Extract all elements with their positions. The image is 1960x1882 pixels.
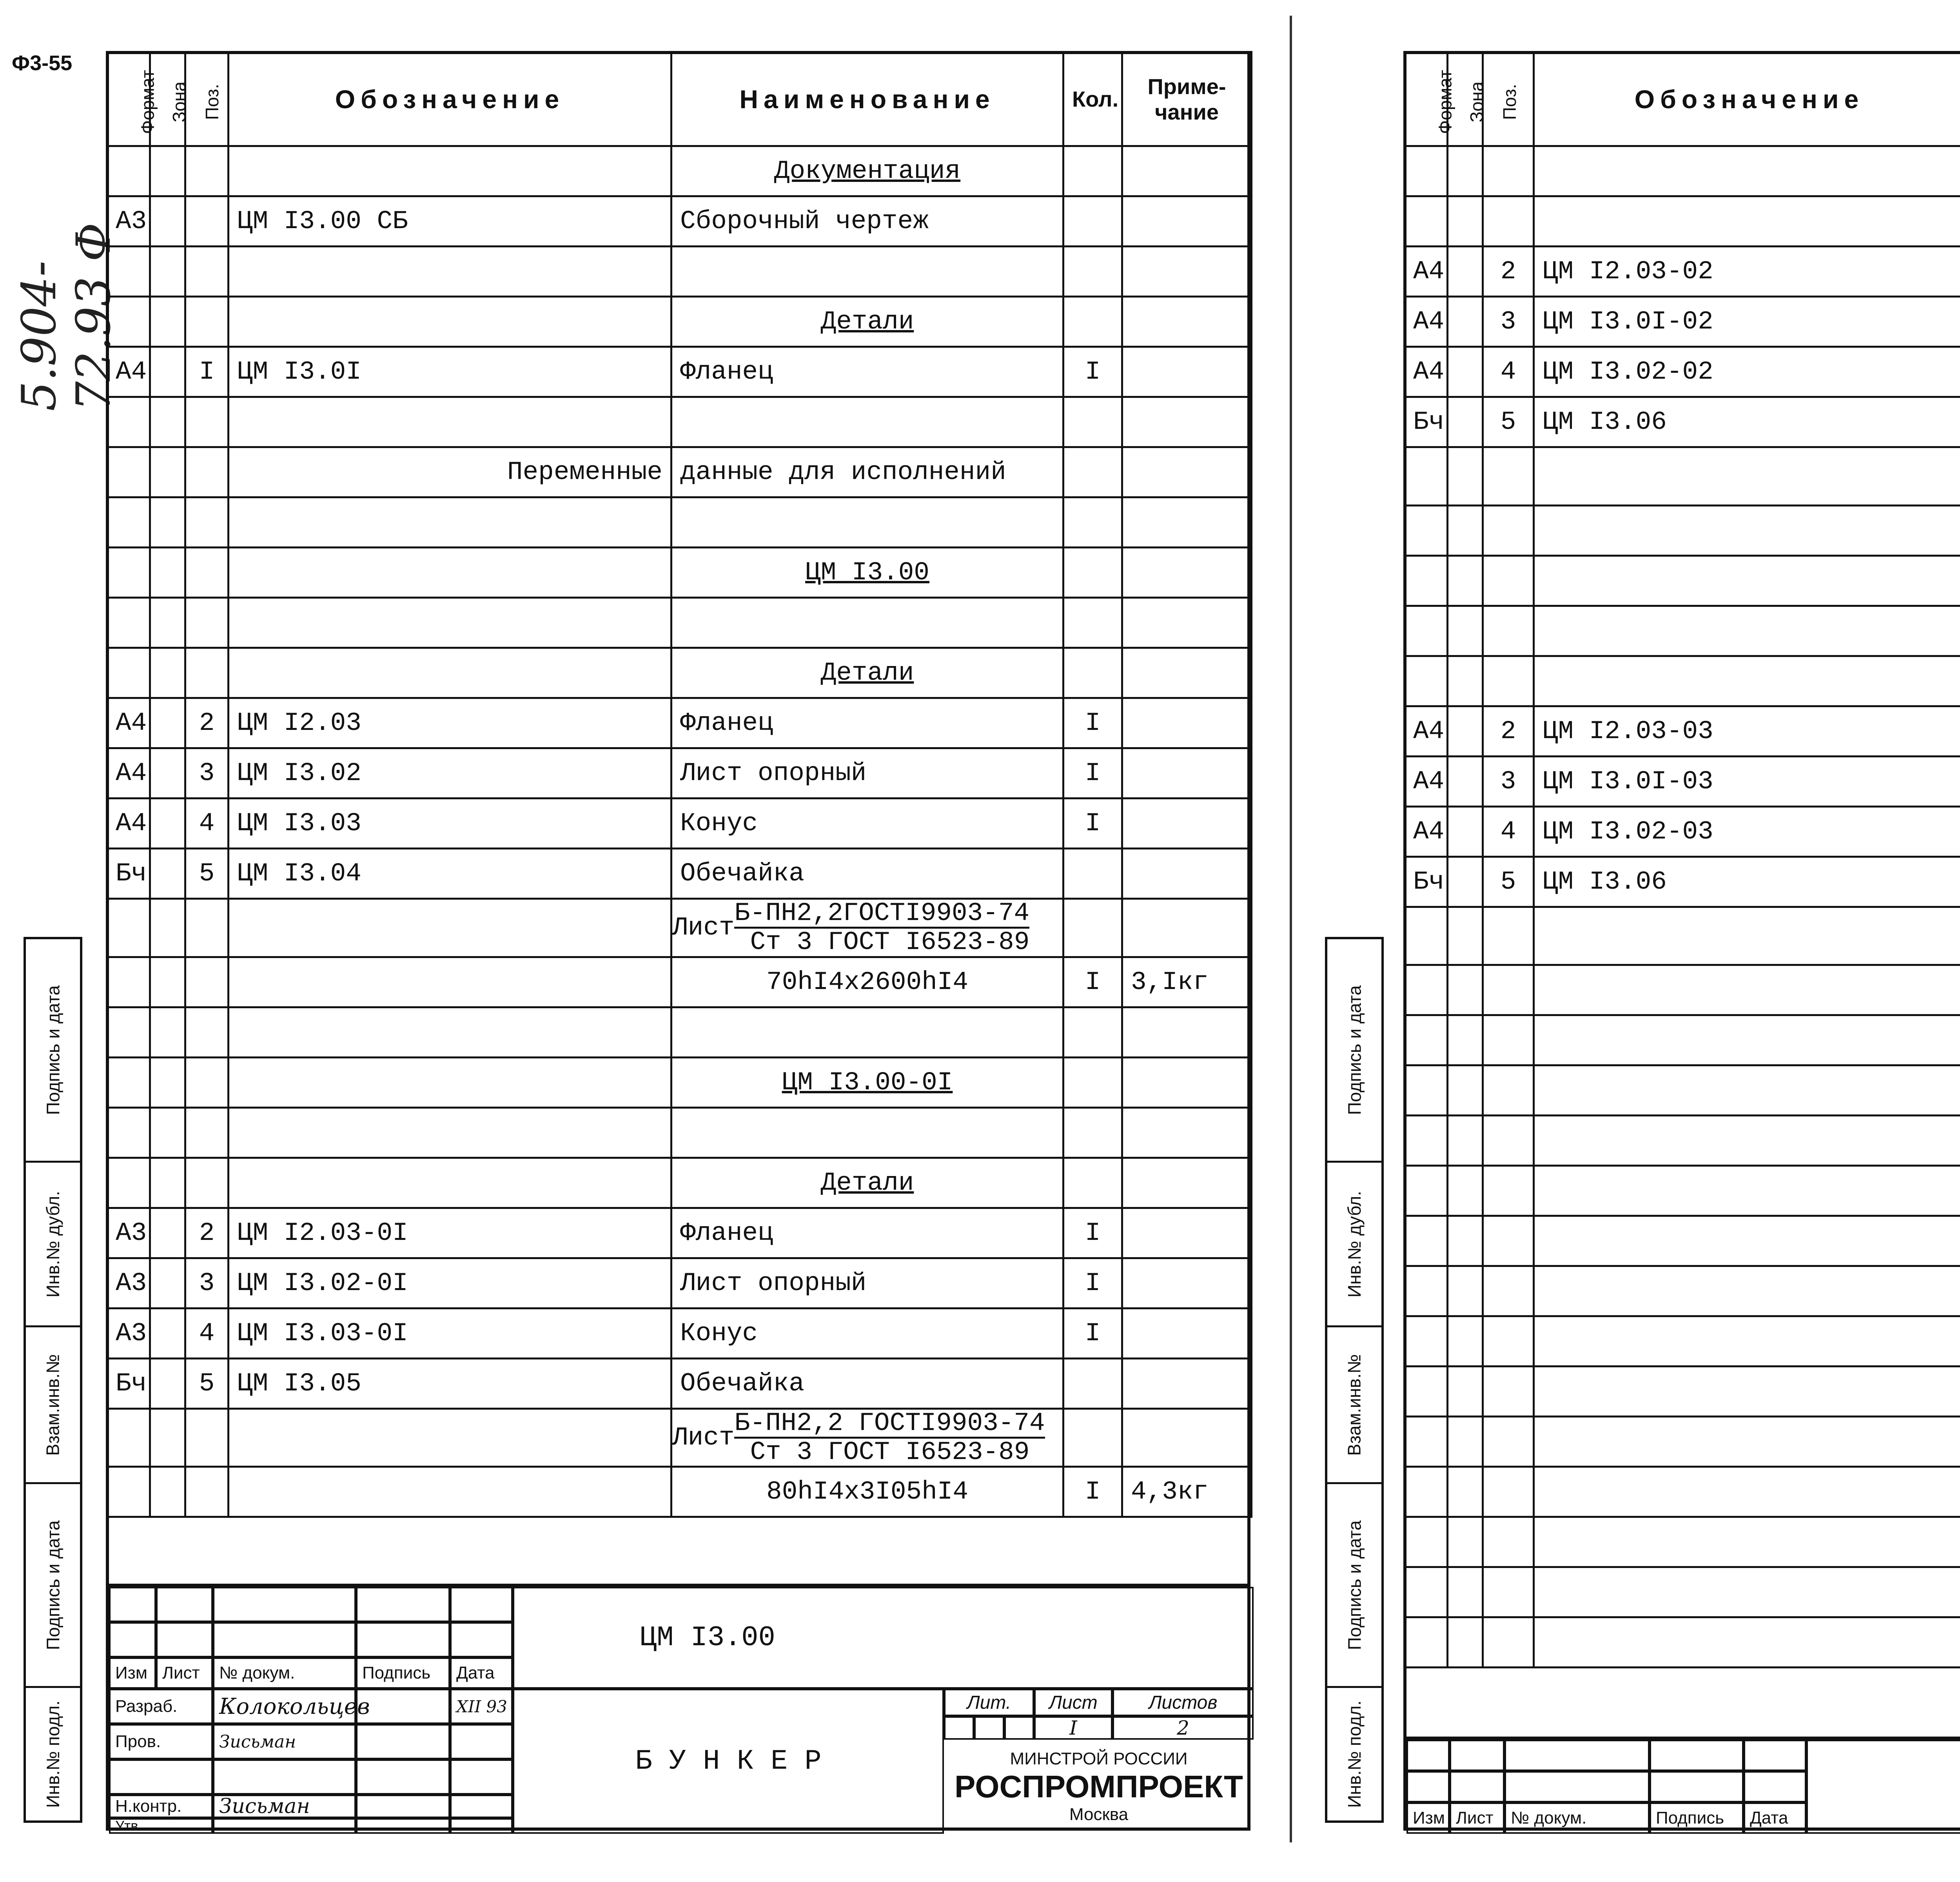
cell-format: Бч bbox=[107, 849, 150, 899]
col-date-label: Дата bbox=[450, 1657, 513, 1689]
cell-designation: ЦМ I2.03 bbox=[229, 698, 671, 748]
cell-format: А4 bbox=[1405, 247, 1448, 297]
col-pos: Поз. bbox=[185, 52, 229, 146]
cell-pos: 5 bbox=[1483, 857, 1534, 907]
side-inv-dubl: Инв.№ дубл. bbox=[1327, 1163, 1381, 1327]
col-format: Формат bbox=[107, 52, 150, 146]
cell-format: А4 bbox=[107, 799, 150, 849]
col-list-label: Лист bbox=[156, 1657, 213, 1689]
cell-format: Бч bbox=[1405, 397, 1448, 447]
cell-name: Фланец bbox=[671, 347, 1063, 397]
cell-name: Документация bbox=[671, 146, 1063, 196]
cell-name: Конус bbox=[671, 1308, 1063, 1358]
cell-name: 80hI4x3I05hI4 bbox=[671, 1467, 1063, 1517]
cell-name: 70hI4x2600hI4 bbox=[671, 957, 1063, 1007]
col-ndoc-label: № докум. bbox=[1504, 1802, 1650, 1834]
cell-format: А3 bbox=[107, 1308, 150, 1358]
cell-format: А3 bbox=[107, 1208, 150, 1258]
cell-qty: I bbox=[1063, 748, 1122, 799]
col-note: Приме- чание bbox=[1122, 52, 1252, 146]
side-sign-date-1: Подпись и дата bbox=[1327, 939, 1381, 1163]
sheets-label: Листов bbox=[1112, 1689, 1254, 1716]
cell-pos: 3 bbox=[185, 1258, 229, 1308]
col-ndoc-label: № докум. bbox=[213, 1657, 356, 1689]
col-designation: Обозначение bbox=[1534, 52, 1960, 146]
role-nkontr: Н.контр. bbox=[109, 1795, 213, 1818]
cell-pos: I bbox=[185, 347, 229, 397]
doc-code: ЦМ I3.00 bbox=[513, 1587, 1254, 1689]
cell-name: данные для исполнений bbox=[671, 447, 1063, 497]
side-vzam-inv: Взам.инв.№ bbox=[26, 1327, 80, 1484]
left-side-stamp bbox=[24, 937, 82, 1823]
sheets-value: 2 bbox=[1112, 1716, 1254, 1740]
cell-designation: ЦМ I3.06 bbox=[1534, 397, 1960, 447]
cell-pos: 4 bbox=[1483, 347, 1534, 397]
doc-name: Б У Н К Е Р bbox=[513, 1689, 944, 1834]
cell-name: Фланец bbox=[671, 1208, 1063, 1258]
cell-designation: ЦМ I3.02 bbox=[229, 748, 671, 799]
cell-pos: 2 bbox=[1483, 247, 1534, 297]
col-qty: Кол. bbox=[1063, 52, 1122, 146]
cell-designation: Переменные bbox=[229, 447, 671, 497]
name-nkontr: Зисьман bbox=[213, 1795, 356, 1818]
org-city: Москва bbox=[1069, 1805, 1129, 1824]
cell-designation: ЦМ I3.03 bbox=[229, 799, 671, 849]
cell-format: А4 bbox=[107, 748, 150, 799]
col-designation: Обозначение bbox=[229, 52, 671, 146]
frac-top: Б-ПН2,2ГОСТI9903-74 bbox=[734, 900, 1029, 929]
cell-pos: 3 bbox=[1483, 756, 1534, 806]
frac-prefix: Лист bbox=[672, 913, 735, 943]
cell-designation: ЦМ I3.06 bbox=[1534, 857, 1960, 907]
cell-format: А4 bbox=[107, 347, 150, 397]
cell-qty: I bbox=[1063, 1308, 1122, 1358]
col-list-label: Лист bbox=[1450, 1802, 1504, 1834]
frac-prefix: Лист bbox=[672, 1423, 735, 1452]
cell-note: 3,Iкг bbox=[1122, 957, 1252, 1007]
cell-format: Бч bbox=[107, 1358, 150, 1408]
cell-designation: ЦМ I3.00 СБ bbox=[229, 196, 671, 247]
side-inv-podl: Инв.№ подл. bbox=[1344, 1701, 1365, 1808]
sheet-value: I bbox=[1034, 1716, 1112, 1740]
cell-qty: I bbox=[1063, 347, 1122, 397]
cell-designation: ЦМ I2.03-02 bbox=[1534, 247, 1960, 297]
col-izm-label: Изм bbox=[1406, 1802, 1450, 1834]
cell-qty: I bbox=[1063, 698, 1122, 748]
cell-pos: 5 bbox=[1483, 397, 1534, 447]
cell-designation: ЦМ I3.03-0I bbox=[229, 1308, 671, 1358]
lit-label: Лит. bbox=[944, 1689, 1034, 1716]
cell-pos: 2 bbox=[185, 1208, 229, 1258]
cell-format: А3 bbox=[107, 1258, 150, 1308]
cell-pos: 3 bbox=[185, 748, 229, 799]
side-sign-date-2: Подпись и дата bbox=[26, 1484, 80, 1688]
cell-name: Обечайка bbox=[671, 1358, 1063, 1408]
cell-format: А4 bbox=[1405, 756, 1448, 806]
cell-pos: 5 bbox=[185, 1358, 229, 1408]
cell-qty: I bbox=[1063, 799, 1122, 849]
sheet-divider bbox=[1290, 16, 1292, 1842]
cell-qty: I bbox=[1063, 1258, 1122, 1308]
cell-name: Обечайка bbox=[671, 849, 1063, 899]
frac-top: Б-ПН2,2 ГОСТI9903-74 bbox=[734, 1410, 1045, 1439]
cell-designation: ЦМ I3.02-02 bbox=[1534, 347, 1960, 397]
col-sign-label: Подпись bbox=[356, 1657, 450, 1689]
cell-format: А4 bbox=[1405, 297, 1448, 347]
cell-designation: ЦМ I2.03-0I bbox=[229, 1208, 671, 1258]
cell-pos: 4 bbox=[185, 1308, 229, 1358]
cell-pos: 3 bbox=[1483, 297, 1534, 347]
cell-format: А3 bbox=[107, 196, 150, 247]
name-razrab: Колокольцев bbox=[213, 1689, 356, 1724]
cell-name: Сборочный чертеж bbox=[671, 196, 1063, 247]
cell-designation: ЦМ I3.0I-03 bbox=[1534, 756, 1960, 806]
role-prov: Пров. bbox=[109, 1724, 213, 1759]
side-sign-date-2: Подпись и дата bbox=[1327, 1484, 1381, 1688]
cell-pos: 2 bbox=[185, 698, 229, 748]
cell-designation: ЦМ I3.02-0I bbox=[229, 1258, 671, 1308]
cell-designation: ЦМ I3.05 bbox=[229, 1358, 671, 1408]
col-izm-label: Изм bbox=[109, 1657, 156, 1689]
col-sign-label: Подпись bbox=[1650, 1802, 1744, 1834]
frac-bottom: Ст 3 ГОСТ I6523-89 bbox=[750, 1437, 1030, 1467]
date-razrab: XII 93 bbox=[450, 1689, 513, 1724]
cell-qty: I bbox=[1063, 1208, 1122, 1258]
role-utv: Утв. bbox=[109, 1818, 213, 1834]
col-zone: Зона bbox=[150, 52, 185, 146]
cell-format: А4 bbox=[107, 698, 150, 748]
cell-name: Фланец bbox=[671, 698, 1063, 748]
cell-name: Детали bbox=[671, 648, 1063, 698]
right-sheet-frame bbox=[1403, 51, 1960, 1831]
cell-name: Детали bbox=[671, 1158, 1063, 1208]
col-name: Наименование bbox=[671, 52, 1063, 146]
side-inv-dubl: Инв.№ дубл. bbox=[26, 1163, 80, 1327]
cell-format: А4 bbox=[1405, 706, 1448, 756]
cell-name: ЦМ I3.00-0I bbox=[671, 1057, 1063, 1107]
cell-designation: ЦМ I3.04 bbox=[229, 849, 671, 899]
cell-qty: I bbox=[1063, 1467, 1122, 1517]
org-top: МИНСТРОЙ РОССИИ bbox=[1010, 1749, 1188, 1768]
cell-format: А4 bbox=[1405, 347, 1448, 397]
cell-pos: 4 bbox=[1483, 806, 1534, 857]
frac-bottom: Ст 3 ГОСТ I6523-89 bbox=[750, 927, 1030, 957]
cell-name: Лист опорный bbox=[671, 1258, 1063, 1308]
side-vzam-inv: Взам.инв.№ bbox=[1327, 1327, 1381, 1484]
cell-designation: ЦМ I2.03-03 bbox=[1534, 706, 1960, 756]
col-format: Формат bbox=[1405, 52, 1448, 146]
cell-pos: 5 bbox=[185, 849, 229, 899]
role-razrab: Разраб. bbox=[109, 1689, 213, 1724]
cell-pos: 4 bbox=[185, 799, 229, 849]
cell-name: Конус bbox=[671, 799, 1063, 849]
col-pos: Поз. bbox=[1483, 52, 1534, 146]
cell-designation: ЦМ I3.0I-02 bbox=[1534, 297, 1960, 347]
left-sheet-frame bbox=[106, 51, 1250, 1831]
cell-name: ЦМ I3.00 bbox=[671, 548, 1063, 598]
org-main: РОСПРОМПРОЕКТ bbox=[954, 1769, 1243, 1804]
margin-note-handwritten: 5.904-72.93 Ф bbox=[12, 222, 121, 411]
cell-designation: ЦМ I3.0I bbox=[229, 347, 671, 397]
right-side-stamp bbox=[1325, 937, 1384, 1823]
cell-name: Лист опорный bbox=[671, 748, 1063, 799]
cell-format: Бч bbox=[1405, 857, 1448, 907]
cell-pos: 2 bbox=[1483, 706, 1534, 756]
cell-format: А4 bbox=[1405, 806, 1448, 857]
cell-designation: ЦМ I3.02-03 bbox=[1534, 806, 1960, 857]
side-inv-podl: Инв.№ подл. bbox=[43, 1701, 64, 1808]
cell-note: 4,3кг bbox=[1122, 1467, 1252, 1517]
cell-qty: I bbox=[1063, 957, 1122, 1007]
col-date-label: Дата bbox=[1744, 1802, 1806, 1834]
sheet-label: Лист bbox=[1034, 1689, 1112, 1716]
name-prov: Зисьман bbox=[213, 1724, 356, 1759]
cell-name: Детали bbox=[671, 297, 1063, 347]
form-code: Ф3-55 bbox=[12, 51, 73, 75]
col-zone: Зона bbox=[1448, 52, 1483, 146]
side-sign-date-1: Подпись и дата bbox=[26, 939, 80, 1163]
